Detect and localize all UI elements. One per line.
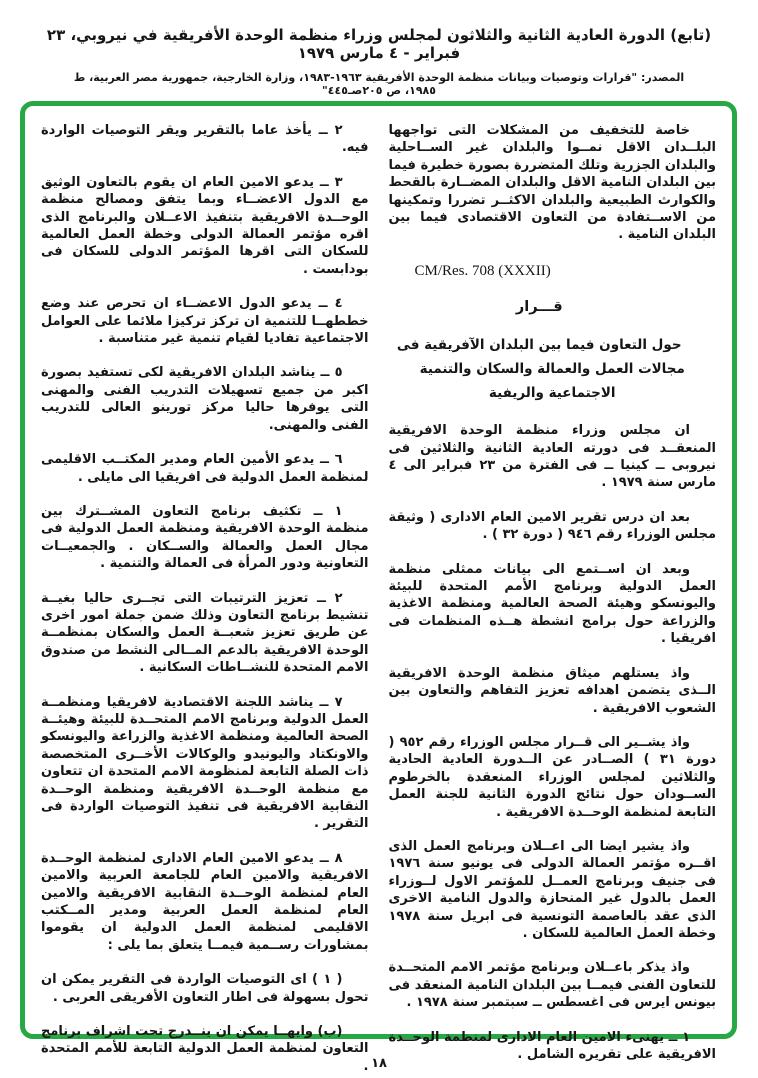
paragraph-preamble-continuation: خاصة للتخفيف من المشكلات التى تواجهها البلــدان الاقل نمــوا والبلدان غير الســاحلية والبلدان الجزرية وتلك المتضررة بصورة خطيرة فيما بين البلدان النامية الاقل والبلدان المضــارة بالقحط والكوارث الطبيعية والبلدان الاكثــر تضررا وتمكينها من الاســتفادة من التعاون الاقتصادى فيما بين البلدان النامية . <box>388 123 716 243</box>
resolution-code: CM/Res. 708 (XXXII) <box>414 262 551 279</box>
page-number: ١٨ <box>371 1056 387 1071</box>
paragraph-council-session: ان مجلس وزراء منظمة الوحدة الافريقية المنعقــد فى دورته العادية الثانية والثلاثين فى نيروبى ــ كينيا ــ فى الفترة من ٢٣ فبراير الى ٤ مارس سنة ١٩٧٩ . <box>388 423 716 491</box>
source-citation: المصدر: "قرارات وتوصيات وبيانات منظمة الوحدة الأفريقية ١٩٦٣-١٩٨٣، وزارة الخارجية، جمهورية مصر العربية، ط ١٩٨٥، ص ٢٠٥صـ٤٤٥" <box>73 71 685 97</box>
paragraph-resolution-952: واذ يشــير الى قــرار مجلس الوزراء رقم ٩٥٢ ( دورة ٣١ ) الصــادر عن الــدورة العادية الحادية والثلاثين لمجلس الوزراء المنعقدة بالخرطوم الســودان حول نتائج الدورة الثانية للجنة العمل التابعة لمنظمة الوحــدة الافريقية . <box>388 734 716 820</box>
resolution-title: حول التعاون فيما بين البلدان الآفريقية فى مجالات العمل والعمالة والسكان والتنمية الاجتماعية والريفية <box>396 337 685 401</box>
subitem-2-strengthen-arrangements: ٢ ــ تعزيز الترتيبات التى تجــرى حاليا بغيــة تنشيط برنامج التعاون وذلك ضمن جملة امور اخرى عن طريق تعزيز شعبــة العمل والسكان بمنظمــة الوحدة الافريقية بالدعم المــالى النشط من صندوق الامم المتحدة للنشــاطات السكانية . <box>41 590 369 676</box>
item-6-invites-director: ٦ ــ يدعو الأمين العام ومدير المكتــب الاقليمى لمنظمة العمل الدولية فى افريقيا الى مايلى . <box>41 452 369 485</box>
item-3-invites-secretary: ٣ ــ يدعو الامين العام ان يقوم بالتعاون الوثيق مع الدول الاعضــاء وبما يتفق ومصالح منظمة الوحــدة الافريقية بتنفيذ الاعــلان والبرنامج الذى اقره مؤتمر العمالة الدولى وخطة العمل العالمية للسكان التى اقرها المؤتمر الدولى للسكان فى بودابست . <box>41 174 369 277</box>
resolution-kind-heading: قـــرار <box>515 298 563 315</box>
paragraph-report-reviewed: بعد ان درس تقرير الامين العام الادارى ( وثيقة مجلس الوزراء رقم ٩٤٦ ( دورة ٣٢ ) . <box>388 509 716 543</box>
page-header <box>0 26 758 97</box>
subitem-1-intensify-cooperation: ١ ــ تكثيف برنامج التعاون المشــترك بين منظمة الوحدة الافريقية ومنظمة العمل الدولية فى مجال العمل والعمالة والســكان . والجمعيــات التعاونية ودور المرأة فى العمالة والتنمية . <box>41 503 369 572</box>
left-column <box>41 122 369 1074</box>
subitem-a-recommendations: ( ١ ) اى التوصيات الواردة فى التقرير يمكن ان تحول بسهولة فى اطار التعاون الأفريقى العربى . <box>41 972 369 1005</box>
session-title: (تابع) الدورة العادية الثانية والثلاثون لمجلس وزراء منظمة الوحدة الأفريقية في نيروبي، ٢٣ فبراير - ٤ مارس ١٩٧٩ <box>46 26 712 62</box>
item-5-appeals-countries: ٥ ــ يناشد البلدان الافريقية لكى تستفيد بصورة اكبر من جميع تسهيلات التدريب الفنى والمهنى التى يوفرها حاليا مركز تورينو العالى للتدريب الفنى والمهنى. <box>41 365 369 433</box>
item-1-congratulates: ١ ــ يهنىء الامين العام الادارى لمنظمة الوحــدة الافريقية على تقريره الشامل . <box>388 1029 716 1063</box>
subitem-b-under-ilo: (ب) وايهــا يمكن ان ينــدرج تحت اشراف برنامج التعاون لمنظمة العمل الدولية التابعة للأمم المتحدة . <box>41 1024 369 1074</box>
item-7-appeals-agencies: ٧ ــ يناشد اللجنة الاقتصادية لافريقيا ومنظمــة العمل الدولية وبرنامج الامم المتحــدة للبيئة وهيئــة الصحة العالمية ومنظمة الاغذية والزراعة واليونسكو والاونكتاد واليونيدو والوكالات الأخــرى المتخصصة ذات الصلة التابعة لمنظومة الامم المتحدة ان تتعاون مع منظمة الوحــدة الافريقية ومنظمة الوحــدة النقابية الافريقية فى تنفيذ التوصيات الواردة فى التقرير . <box>41 694 369 832</box>
paragraph-charter-inspiration: واذ يستلهم ميثاق منظمة الوحدة الافريقية الــذى يتضمن اهدافه تعزيز التفاهم والتعاون بين الشعوب الافريقية . <box>388 665 716 716</box>
paragraph-statements-heard: وبعد ان اســتمع الى بيانات ممثلى منظمة العمل الدولية وبرنامج الأمم المتحدة للبيئة واليونسكو وهيئة الصحة العالمية ومنظمة الاغذية والزراعة حول برامج انشطة هــذه المنظمات فى افريقيا . <box>388 561 716 647</box>
item-2-takes-note: ٢ ــ يأخذ عاما بالتقرير ويقر التوصيات الواردة فيه. <box>41 123 369 156</box>
item-4-invites-member-states: ٤ ــ يدعو الدول الاعضــاء ان تحرص عند وضع خططهــا للتنمية ان تركز تركيزا ملائما على العوامل الاجتماعية تفاديا لقيام تنمية غير متناسبة . <box>41 296 369 347</box>
paragraph-buenos-aires-conference: واذ يذكر باعــلان وبرنامج مؤتمر الامم المتحــدة للتعاون الفنى فيمــا بين البلدان النامية المنعقد فى بيونس ايرس فى اغسطس ــ سبتمبر سنة ١٩٧٨ . <box>388 960 716 1011</box>
paragraph-declaration-programme: واذ يشير ايضا الى اعــلان وبرنامج العمل الذى اقــره مؤتمر العمالة الدولى فى يونيو سنة ١٩٧٦ فى جنيف وبرنامج العمــل للمؤتمر الاول لــوزراء العمل بالدول غير المنحازة والدول النامية الاخرى الذى عقد بالعاصمة التونسية فى ابريل سنة ١٩٧٨ وخطة العمل العالمية للسكان . <box>388 838 716 941</box>
right-column <box>388 122 717 1063</box>
item-8-invites-consultations: ٨ ــ يدعو الامين العام الادارى لمنظمة الوحــدة الافريقية والامين العام للجامعة العربية والامين العام لمنظمة الوحــدة النقابية الافريقية والامين العام لمنظمة العمل العربية ومدير المــكتب الاقليمى لمنظمة العمل الدولية ان يقوموا بمشاورات رســمية فيمــا يتعلق بما يلى : <box>41 850 369 953</box>
